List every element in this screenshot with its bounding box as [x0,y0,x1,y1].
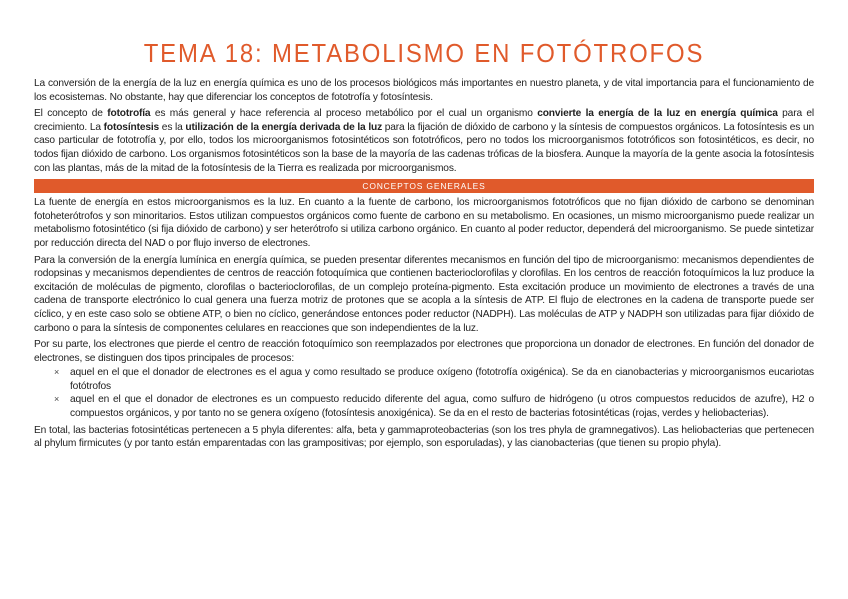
bullet-x-icon: × [54,367,60,378]
intro-text-5: para la fijación de dióxido de carbono y la síntesis de compuestos orgánicos. La fotosíntesis es un caso particular de fototrofía y, por ello, todos los microorganismos fotosintéticos son fototróficos, pero no todos los microorganismos fototróficos son fotosintéticos, es decir, no todos fijan dióxido de carbono. Los organismos fotosintéticos son la base de la mayoría de las cadenas tróficas de la biosfera. Aunque la mayoría de la gente asocia la fotosíntesis con las plantas, más de la mitad de la fotosíntesis de la Tierra es realizada por microorganismos. [34,121,814,174]
term-fotosintesis: fotosíntesis [103,121,160,133]
process-list [34,366,814,420]
intro-paragraph-2 [34,107,814,175]
section-paragraph-3: Por su parte, los electrones que pierde el centro de reacción fotoquímico son reemplazados por electrones que proporciona un donador de electrones. En función del donador de electrones, se distinguen dos tipos principales de procesos: [34,339,814,364]
intro-text-3: para el crecimiento. La [34,108,815,133]
list-item [54,366,814,393]
term-utilizacion-energia: utilización de la energía derivada de la luz [185,121,383,133]
list-item-text: aquel en el que el donador de electrones es un compuesto reducido diferente del agua, como sulfuro de hidrógeno (u otros compuestos reducidos de azufre), H2 o compuestos orgánicos, y por tanto no se genera oxígeno (fotosíntesis anoxigénica). Se da en el resto de bacterias fotosintéticas (rojas, verdes y heliobacterias). [70,394,814,420]
page-title: TEMA 18: METABOLISMO EN FOTÓTROFOS [143,38,705,68]
section-paragraph-4: En total, las bacterias fotosintéticas pertenecen a 5 phyla diferentes: alfa, beta y gammaproteobacterias (son los tres phyla de gramnegativos). Las heliobacterias que pertenecen al phylum firmicutes (y por tanto están emparentadas con las grampositivas; por ejemplo, son esporuladas), y las cianobacterias (que tienen su propio phyla). [34,424,814,450]
section-heading-band: CONCEPTOS GENERALES [34,179,814,193]
intro-text-4: es la [159,121,186,133]
section-paragraph-2: Para la conversión de la energía lumínica en energía química, se pueden presentar diferentes mecanismos en función del tipo de microorganismo: mecanismos dependientes de rodopsinas y mecanismos dependientes de centros de reacción fotoquímica que contienen bacterioclorofilas y clorofilas. En los centros de reacción fotoquímicos la luz produce la excitación de moléculas de pigmento, clorofilas o bacterioclorofilas, de un complejo proteína-pigmento. Esta excitación produce un movimiento de electrones a través de una cadena de transporte electrónico lo cual genera una fuerza motriz de protones que se acopla a la síntesis de ATP. El flujo de electrones en la cadena de transporte puede ser cíclico, y en este caso solo se obtiene ATP, o bien no cíclico, generándose entonces poder reductor (NADPH). Las moléculas de ATP y NADPH son utilizadas para fijar dióxido de carbono o para la síntesis de componentes celulares en reacciones que son independientes de la luz. [34,254,814,334]
term-fototrofia: fototrofía [107,108,151,120]
intro-text-1: El concepto de [34,108,108,120]
term-convierte-energia: convierte la energía de la luz en energía química [537,108,778,120]
section-paragraph-1: La fuente de energía en estos microorganismos es la luz. En cuanto a la fuente de carbono, los microorganismos fototróficos que no fijan dióxido de carbono se denominan fotoheterótrofos y son minoritarios. Estos utilizan compuestos orgánicos como fuente de carbono en su metabolismo. En ocasiones, un mismo microorganismo puede realizar un metabolismo fotosintético (si fija dióxido de carbono) y ser heterótrofo si utiliza carbono orgánico. En cuanto al poder reductor, dependerá del microorganismo. Se puede sintetizar por reducción directa del NAD o por flujo inverso de electrones. [34,197,814,249]
list-item-text: aquel en el que el donador de electrones es el agua y como resultado se produce oxígeno (fototrofía oxigénica). Se da en cianobacterias y microorganismos eucariotas fotótrofos [70,367,814,392]
list-item [54,393,814,420]
intro-text-2: es más general y hace referencia al proceso metabólico por el cual un organismo [150,108,538,120]
bullet-x-icon: × [54,394,60,405]
intro-paragraph-1: La conversión de la energía de la luz en energía química es uno de los procesos biológicos más importantes en nuestro planeta, y de vital importancia para el funcionamiento de los ecosistemas. No obstante, hay que diferenciar los conceptos de fototrofía y fotosíntesis. [34,78,814,103]
